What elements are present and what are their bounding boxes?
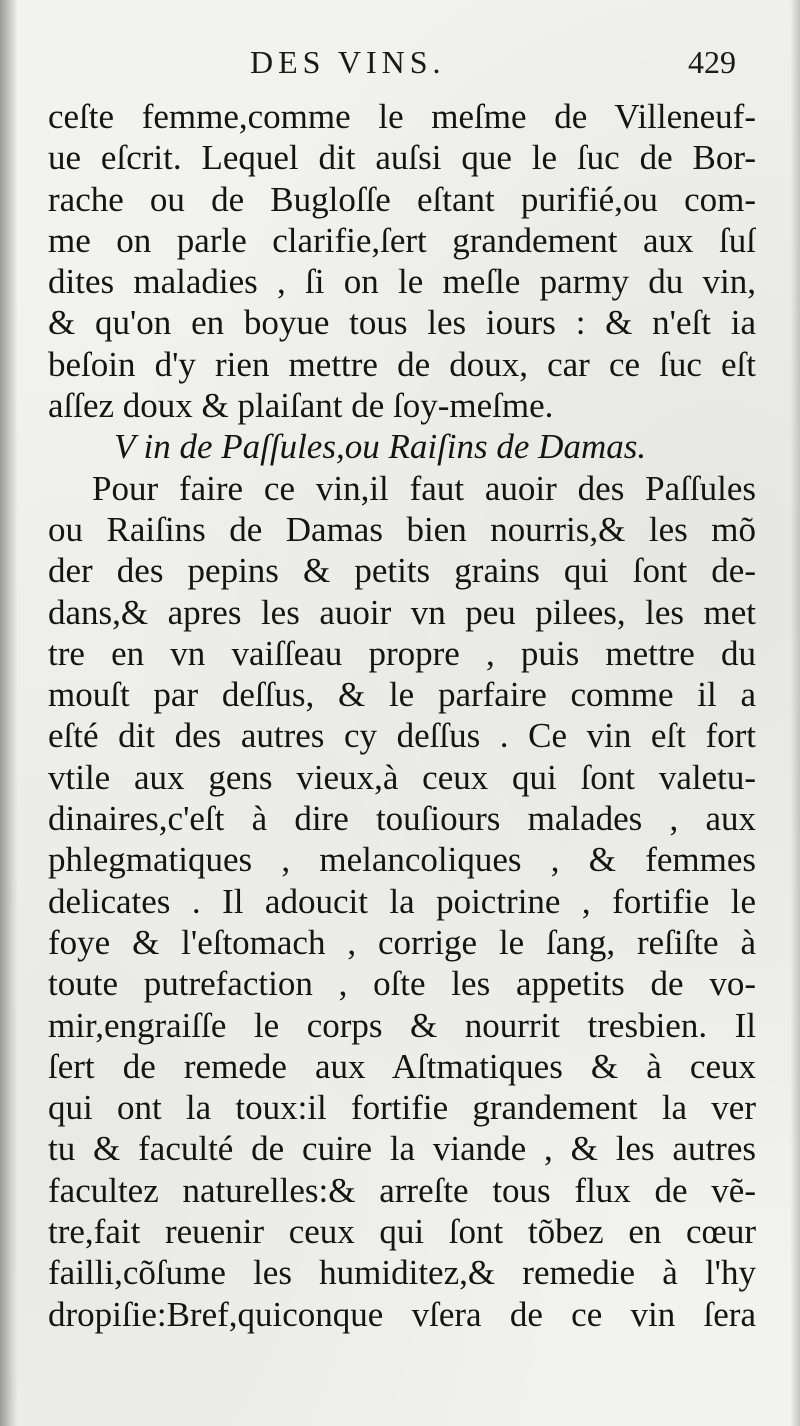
text-line: dites maladies , ſi on le meſle parmy du vin, xyxy=(48,262,756,302)
text-line: ue eſcrit. Lequel dit auſsi que le ſuc de Bor- xyxy=(48,138,756,178)
text-line: dans,& apres les auoir vn peu pilees, les met xyxy=(48,592,756,632)
text-line: Pour faire ce vin,il faut auoir des Paſſules xyxy=(92,468,756,508)
text-line: facultez naturelles:& arreſte tous flux de vẽ- xyxy=(48,1170,756,1210)
page-gutter-shadow xyxy=(0,0,18,1426)
body-text xyxy=(48,96,756,1335)
text-line: me on parle clarifie,ſert grandement aux ſuſ xyxy=(48,220,756,260)
text-line: eſté dit des autres cy deſſus . Ce vin eſt fort xyxy=(48,716,756,756)
text-line: beſoin d'y rien mettre de doux, car ce ſuc eſt xyxy=(48,344,756,384)
page-number: 429 xyxy=(688,44,736,80)
running-head: DES VINS. xyxy=(250,44,446,80)
text-line: rache ou de Bugloſſe eſtant purifié,ou com- xyxy=(48,179,756,219)
text-line: tre en vn vaiſſeau propre , puis mettre du xyxy=(48,633,756,673)
text-line: tre,fait reuenir ceux qui ſont tõbez en cœur xyxy=(48,1212,756,1252)
text-line: toute putrefaction , oſte les appetits de vo- xyxy=(48,964,756,1004)
page-header xyxy=(0,40,800,100)
text-line: dinaires,c'eſt à dire touſiours malades , aux xyxy=(48,799,756,839)
text-line: aſſez doux & plaiſant de ſoy-meſme. xyxy=(48,386,554,426)
text-line: phlegmatiques , melancoliques , & femmes xyxy=(48,840,756,880)
page-edge-shadow xyxy=(790,0,800,1426)
text-line: dropiſie:Bref,quiconque vſera de ce vin ſera xyxy=(48,1294,756,1334)
text-line: vtile aux gens vieux,à ceux qui ſont valetu- xyxy=(48,757,756,797)
text-line: tu & faculté de cuire la viande , & les autres xyxy=(48,1129,756,1169)
text-line: failli,cõſume les humiditez,& remedie à l'hy xyxy=(48,1253,756,1293)
text-line: mir,engraiſſe le corps & nourrit tresbien. Il xyxy=(48,1005,756,1045)
text-line: foye & l'eſtomach , corrige le ſang, reſiſte à xyxy=(48,922,756,962)
text-line: & qu'on en boyue tous les iours : & n'eſt ia xyxy=(48,303,756,343)
text-line: ſert de remede aux Aſtmatiques & à ceux xyxy=(48,1046,756,1086)
text-line: ou Raiſins de Damas bien nourris,& les mõ xyxy=(48,509,756,549)
text-line: delicates . Il adoucit la poictrine , fortifie le xyxy=(48,881,756,921)
text-line: qui ont la toux:il fortifie grandement la ver xyxy=(48,1088,756,1128)
text-line: der des pepins & petits grains qui ſont de- xyxy=(48,551,756,591)
text-line: ceſte femme,comme le meſme de Villeneuf- xyxy=(48,97,756,136)
section-heading: V in de Paſſules,ou Raiſins de Damas. xyxy=(114,427,647,467)
text-line: mouſt par deſſus, & le parfaire comme il a xyxy=(48,675,756,715)
